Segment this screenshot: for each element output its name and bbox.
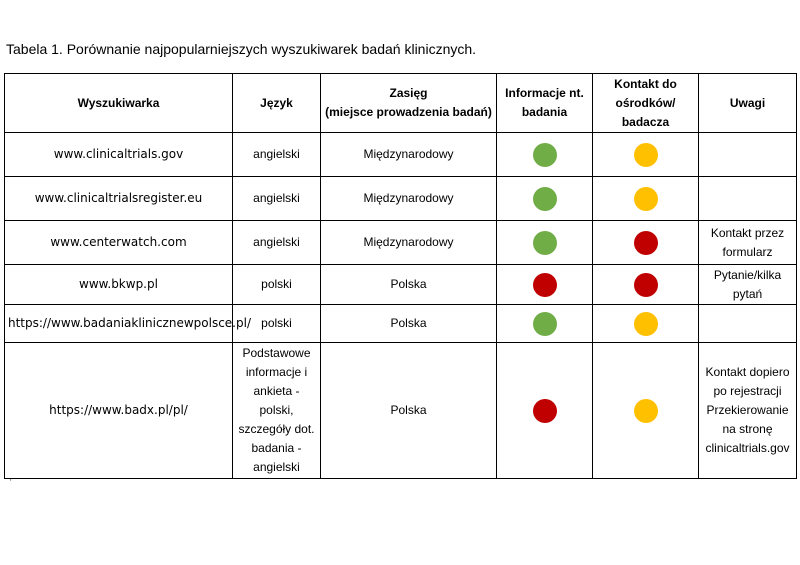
info-status-dot (533, 312, 557, 336)
page-mark: ' (10, 478, 12, 487)
table-row (5, 133, 797, 177)
scope-cell: Polska (321, 265, 497, 305)
notes-cell (699, 133, 797, 177)
header-info-line2: badania (521, 105, 568, 119)
contact-cell (593, 177, 699, 221)
language-cell: angielski (233, 221, 321, 265)
header-kontakt (593, 74, 699, 133)
site-cell: www.clinicaltrials.gov (5, 133, 233, 177)
info-cell (497, 133, 593, 177)
language-cell: angielski (233, 177, 321, 221)
header-jezyk: Język (233, 74, 321, 133)
language-cell: polski (233, 265, 321, 305)
contact-status-dot (634, 399, 658, 423)
notes-cell: Pytanie/kilka pytań (699, 265, 797, 305)
table-row (5, 305, 797, 343)
site-cell: www.bkwp.pl (5, 265, 233, 305)
header-uwagi: Uwagi (699, 74, 797, 133)
scope-cell: Międzynarodowy (321, 133, 497, 177)
site-cell: https://www.badx.pl/pl/ (5, 343, 233, 479)
header-zasieg-line1: Zasięg (389, 86, 428, 100)
notes-cell: Kontakt przez formularz (699, 221, 797, 265)
language-cell: polski (233, 305, 321, 343)
notes-cell: Kontakt dopiero po rejestracji Przekierowanie na stronę clinicaltrials.gov (699, 343, 797, 479)
info-status-dot (533, 399, 557, 423)
comparison-table (4, 73, 797, 479)
contact-status-dot (634, 143, 658, 167)
contact-status-dot (634, 187, 658, 211)
table-row (5, 177, 797, 221)
language-cell: Podstawowe informacje i ankieta - polski, szczegóły dot. badania - angielski (233, 343, 321, 479)
header-info-line1: Informacje nt. (505, 86, 584, 100)
scope-cell: Międzynarodowy (321, 177, 497, 221)
table-row (5, 265, 797, 305)
contact-cell (593, 343, 699, 479)
language-cell: angielski (233, 133, 321, 177)
table-caption: Tabela 1. Porównanie najpopularniejszych wyszukiwarek badań klinicznych. (6, 41, 477, 57)
notes-cell (699, 177, 797, 221)
header-zasieg-line2: (miejsce prowadzenia badań) (325, 105, 492, 119)
scope-cell: Polska (321, 343, 497, 479)
site-cell: https://www.badaniaklinicznewpolsce.pl/ (5, 305, 233, 343)
info-cell (497, 305, 593, 343)
table-row (5, 221, 797, 265)
header-contact-line1: Kontakt do (614, 76, 677, 91)
header-wyszukiwarka: Wyszukiwarka (5, 74, 233, 133)
info-status-dot (533, 143, 557, 167)
info-status-dot (533, 231, 557, 255)
info-status-dot (533, 187, 557, 211)
scope-cell: Polska (321, 305, 497, 343)
header-row (5, 74, 797, 133)
info-cell (497, 265, 593, 305)
header-zasieg (321, 74, 497, 133)
scope-cell: Międzynarodowy (321, 221, 497, 265)
contact-status-dot (634, 312, 658, 336)
notes-cell (699, 305, 797, 343)
contact-status-dot (634, 231, 658, 255)
contact-cell (593, 221, 699, 265)
site-cell: www.centerwatch.com (5, 221, 233, 265)
contact-status-dot (634, 273, 658, 297)
contact-cell (593, 133, 699, 177)
info-cell (497, 221, 593, 265)
header-informacje (497, 74, 593, 133)
header-contact-line3: badacza (621, 114, 670, 129)
contact-cell (593, 265, 699, 305)
site-cell: www.clinicaltrialsregister.eu (5, 177, 233, 221)
header-contact-line2: ośrodków/ (615, 95, 676, 110)
info-cell (497, 343, 593, 479)
contact-cell (593, 305, 699, 343)
info-cell (497, 177, 593, 221)
info-status-dot (533, 273, 557, 297)
table-row (5, 343, 797, 479)
